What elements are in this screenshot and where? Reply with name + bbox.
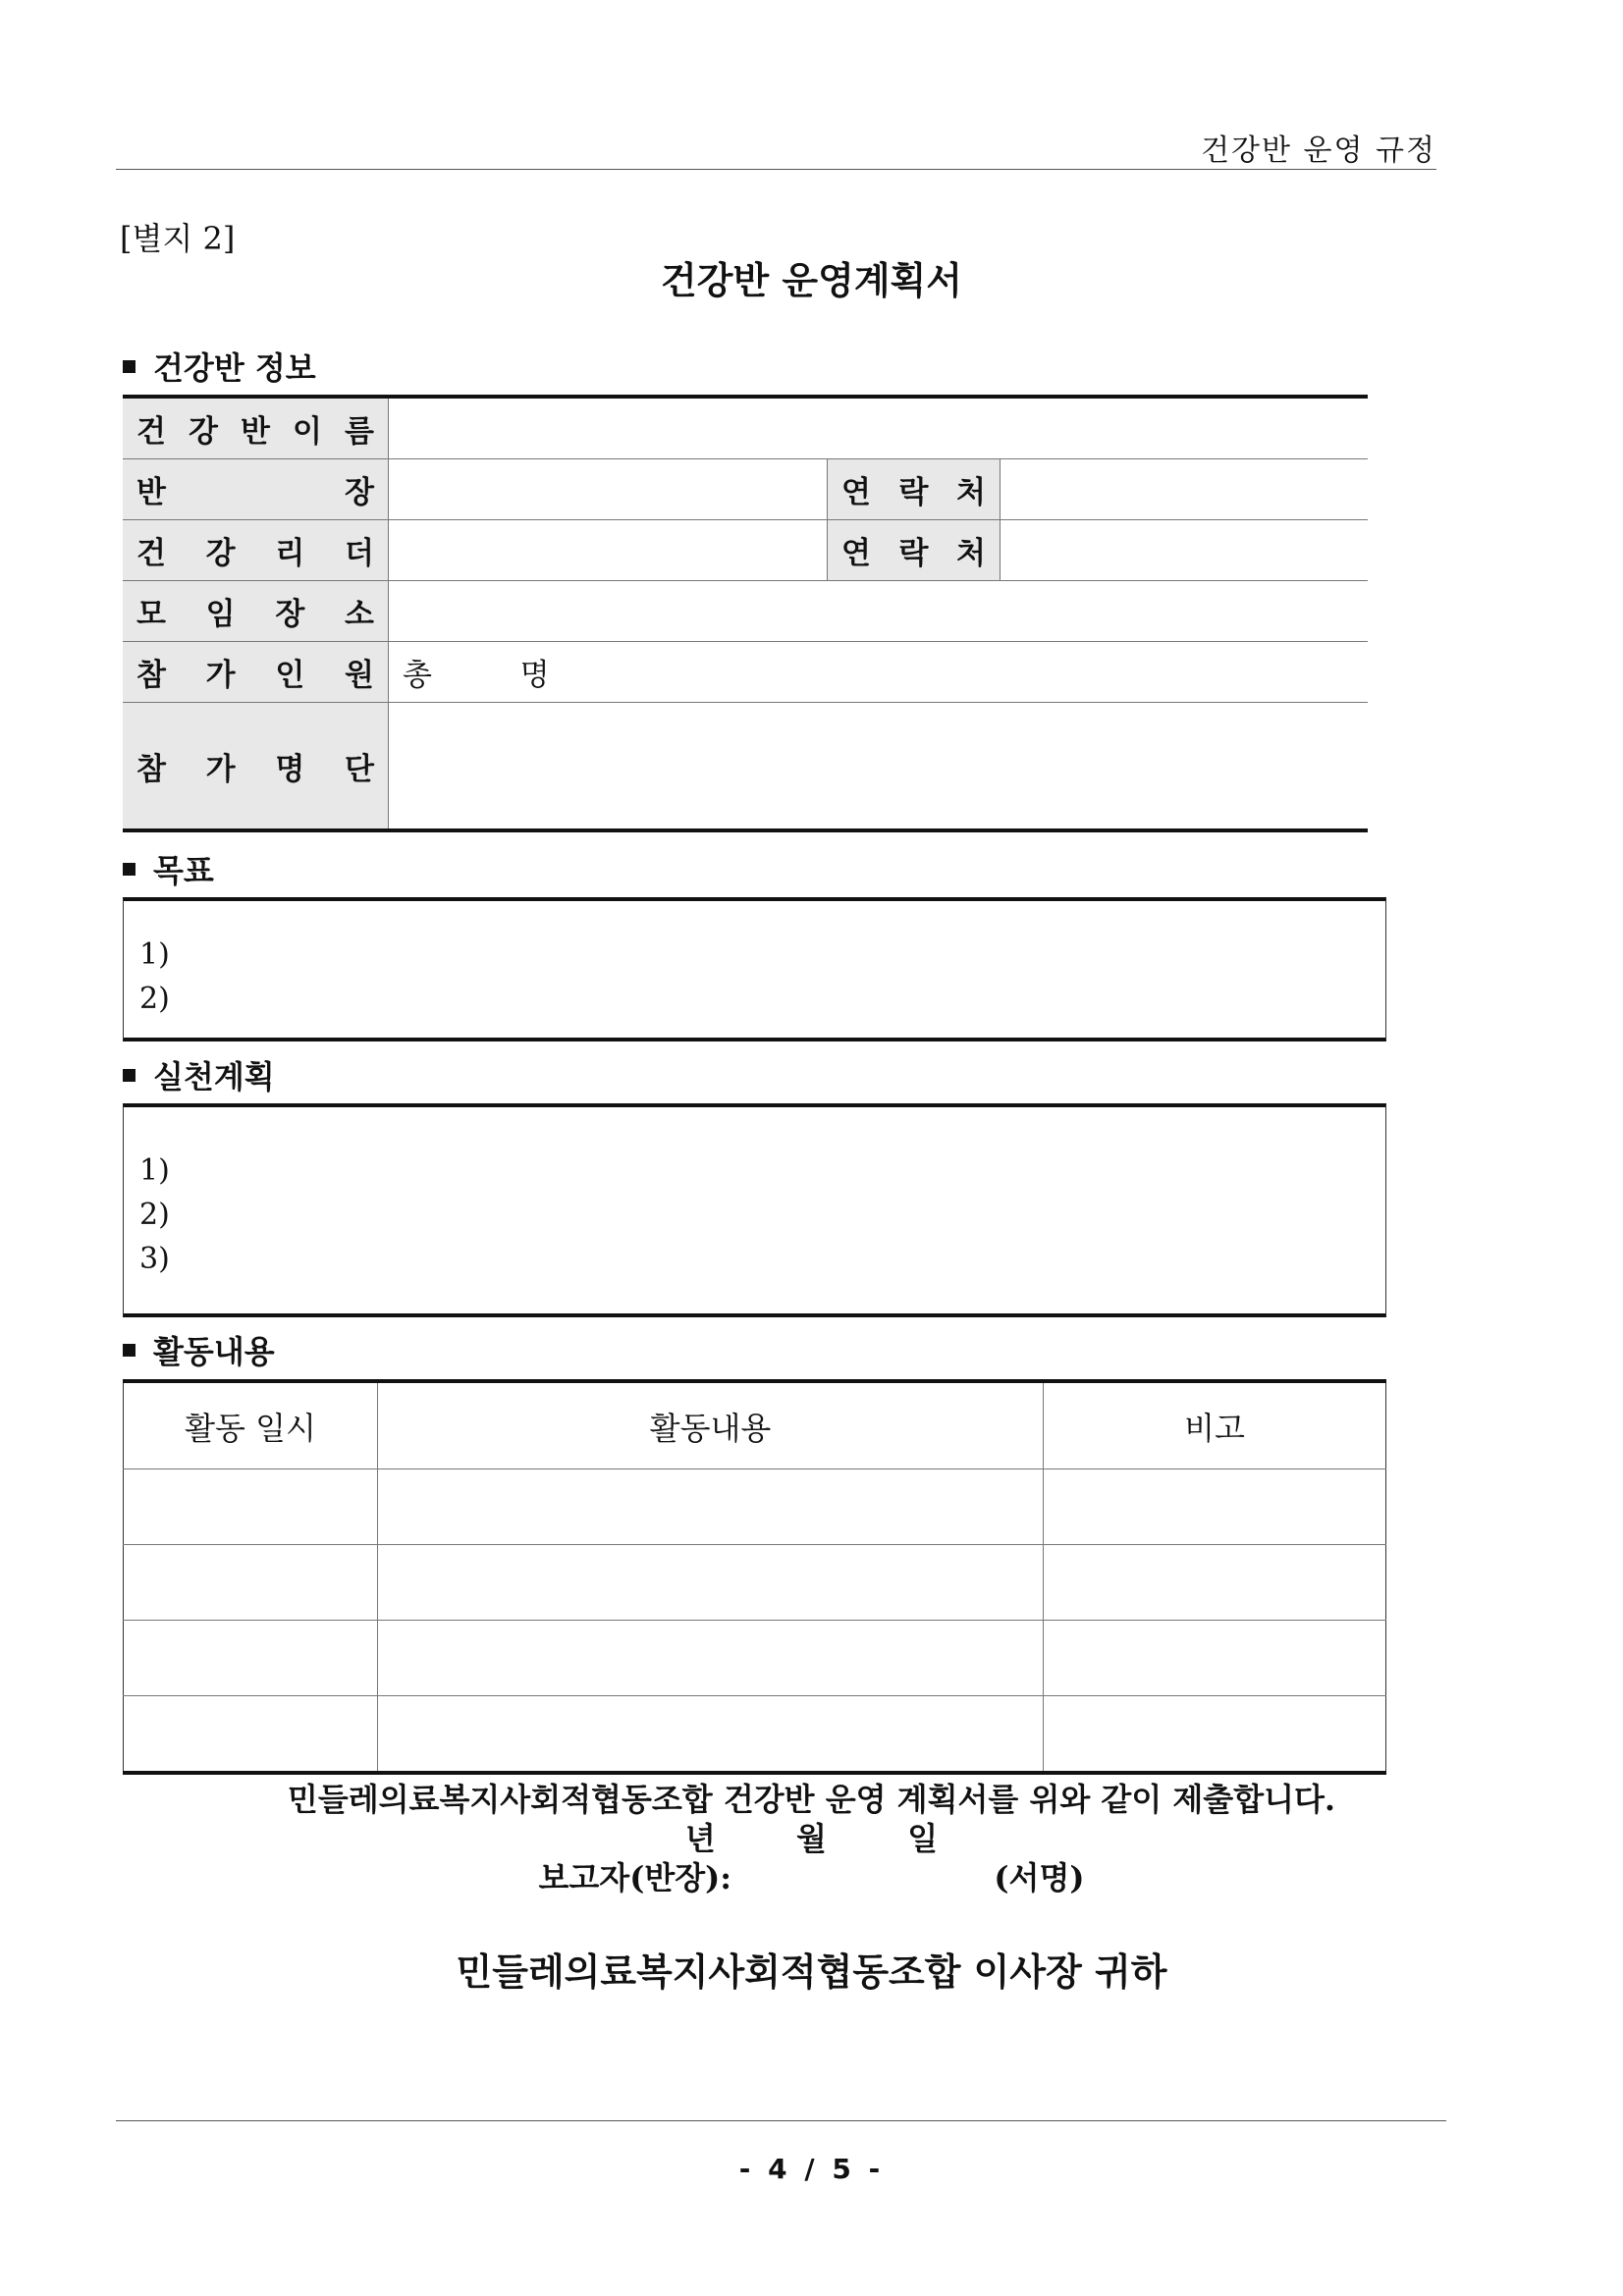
label-roster: 참 가 명 단 xyxy=(123,703,389,831)
column-header-datetime: 활동 일시 xyxy=(124,1381,378,1469)
info-section-heading xyxy=(123,344,316,389)
signature-label: (서명) xyxy=(994,1859,1085,1896)
participants-unit: 명 xyxy=(519,658,550,693)
column-header-content: 활동내용 xyxy=(378,1381,1044,1469)
info-section-heading-text: 건강반 정보 xyxy=(153,349,316,387)
label-venue: 모 임 장 소 xyxy=(123,581,389,642)
table-row xyxy=(124,1545,1386,1621)
leader-contact-field[interactable] xyxy=(1001,459,1369,520)
activity-note-cell[interactable] xyxy=(1044,1545,1386,1621)
info-table xyxy=(123,395,1368,832)
leader-field[interactable] xyxy=(389,459,828,520)
activity-note-cell[interactable] xyxy=(1044,1469,1386,1545)
plan-line-3: 3) xyxy=(139,1242,170,1276)
activity-content-cell[interactable] xyxy=(378,1621,1044,1696)
date-month-label: 월 xyxy=(796,1820,827,1857)
goal-section-heading-text: 목표 xyxy=(153,852,214,889)
table-row xyxy=(124,1696,1386,1774)
header-divider xyxy=(116,169,1436,170)
goal-line-1: 1) xyxy=(139,937,170,972)
square-bullet-icon xyxy=(123,1344,135,1357)
label-leader-contact: 연 락 처 xyxy=(828,459,1001,520)
date-day-label: 일 xyxy=(907,1820,939,1857)
activity-datetime-cell[interactable] xyxy=(124,1469,378,1545)
addressee: 민들레의료복지사회적협동조합 이사장 귀하 xyxy=(456,1949,1167,1994)
activity-note-cell[interactable] xyxy=(1044,1621,1386,1696)
reporter-label: 보고자(반장): xyxy=(538,1859,732,1896)
activity-datetime-cell[interactable] xyxy=(124,1545,378,1621)
activity-datetime-cell[interactable] xyxy=(124,1696,378,1774)
activity-content-cell[interactable] xyxy=(378,1545,1044,1621)
health-leader-contact-field[interactable] xyxy=(1001,520,1369,581)
square-bullet-icon xyxy=(123,1069,135,1082)
label-participants: 참 가 인 원 xyxy=(123,642,389,703)
table-row xyxy=(124,1469,1386,1545)
table-row xyxy=(124,1621,1386,1696)
activity-datetime-cell[interactable] xyxy=(124,1621,378,1696)
date-year-label: 년 xyxy=(684,1820,716,1857)
column-header-note: 비고 xyxy=(1044,1381,1386,1469)
submission-statement: 민들레의료복지사회적협동조합 건강반 운영 계획서를 위와 같이 제출합니다. xyxy=(287,1781,1336,1818)
header-title: 건강반 운영 규정 xyxy=(1201,133,1436,168)
health-leader-field[interactable] xyxy=(389,520,828,581)
group-name-field[interactable] xyxy=(389,397,1369,459)
goal-box[interactable] xyxy=(123,897,1386,1041)
plan-section-heading-text: 실천계획 xyxy=(153,1058,275,1095)
activity-content-cell[interactable] xyxy=(378,1696,1044,1774)
plan-line-2: 2) xyxy=(139,1198,170,1232)
footer-divider xyxy=(116,2120,1446,2121)
activity-section-heading-text: 활동내용 xyxy=(153,1333,275,1370)
document-title: 건강반 운영계획서 xyxy=(661,258,962,302)
activity-note-cell[interactable] xyxy=(1044,1696,1386,1774)
label-health-leader-contact: 연 락 처 xyxy=(828,520,1001,581)
plan-line-1: 1) xyxy=(139,1153,170,1188)
label-leader: 반 장 xyxy=(123,459,389,520)
square-bullet-icon xyxy=(123,360,135,373)
roster-field[interactable] xyxy=(389,703,1369,831)
goal-section-heading xyxy=(123,846,214,891)
plan-section-heading xyxy=(123,1052,275,1097)
page-number: - 4 / 5 - xyxy=(738,2153,885,2185)
activity-content-cell[interactable] xyxy=(378,1469,1044,1545)
activity-section-heading xyxy=(123,1327,275,1372)
annex-label: [별지 2] xyxy=(120,220,236,257)
activity-table-header xyxy=(124,1381,1386,1469)
activity-table xyxy=(123,1379,1386,1775)
participants-total-prefix: 총 xyxy=(403,658,432,693)
venue-field[interactable] xyxy=(389,581,1369,642)
label-health-leader: 건 강 리 더 xyxy=(123,520,389,581)
reporter-line xyxy=(0,1853,1623,1898)
square-bullet-icon xyxy=(123,863,135,876)
plan-box[interactable] xyxy=(123,1103,1386,1317)
participants-field[interactable] xyxy=(389,642,1369,703)
label-group-name: 건 강 반 이 름 xyxy=(123,397,389,459)
goal-line-2: 2) xyxy=(139,982,170,1016)
